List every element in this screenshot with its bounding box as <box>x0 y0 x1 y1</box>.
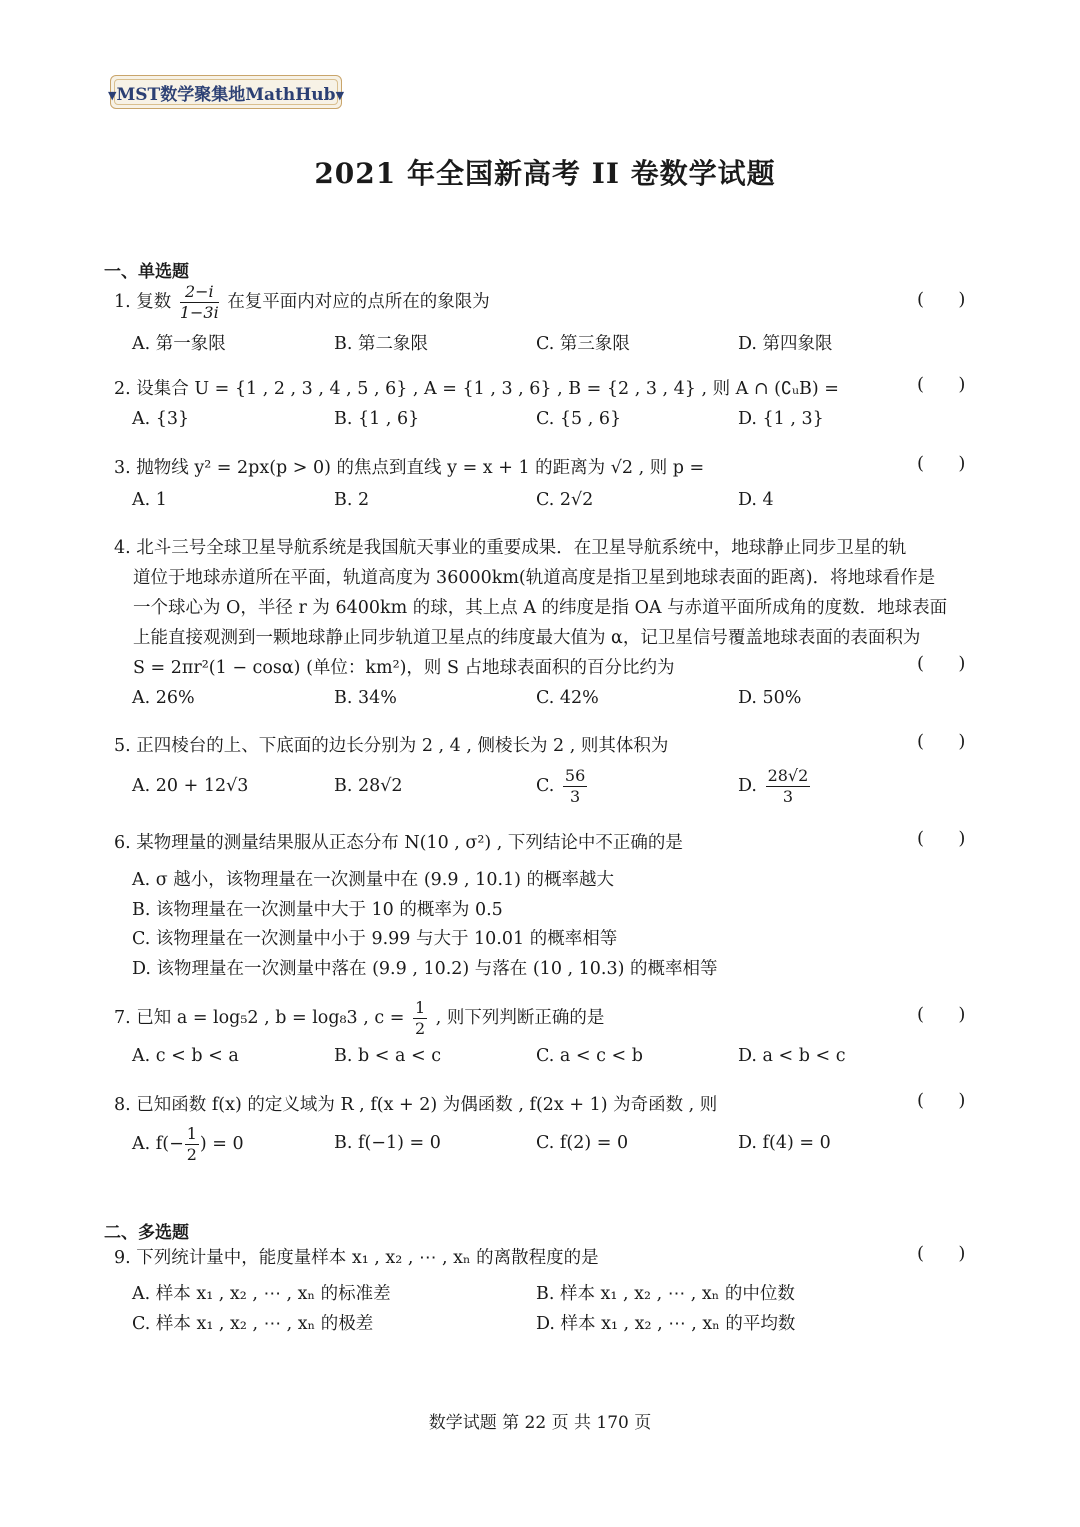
q1-fraction <box>180 284 219 321</box>
q5-c-num: 56 <box>564 766 586 785</box>
q5-option-d <box>738 768 813 805</box>
q7-post: , 则下列判断正确的是 <box>435 1008 605 1028</box>
q1-option-a: A. 第一象限 <box>132 334 226 354</box>
q5-c-label: C. <box>536 776 555 796</box>
page-title: 2021 年全国新高考 II 卷数学试题 <box>314 157 776 190</box>
q2-option-b: B. {1 , 6} <box>334 409 420 429</box>
q1-option-d: D. 第四象限 <box>738 334 833 354</box>
q6-option-a: A. σ 越小，该物理量在一次测量中在 (9.9 , 10.1) 的概率越大 <box>132 870 615 890</box>
q8-option-a <box>132 1126 244 1163</box>
q4-option-c: C. 42% <box>536 688 599 708</box>
q3-option-a: A. 1 <box>132 490 167 510</box>
q5-d-num: 28√2 <box>767 766 809 785</box>
q9-option-a: A. 样本 x₁ , x₂ , ⋯ , xₙ 的标准差 <box>132 1284 391 1304</box>
q8-a-num: 1 <box>186 1124 197 1143</box>
q1-option-c: C. 第三象限 <box>536 334 630 354</box>
question-9: 9. 下列统计量中，能度量样本 x₁ , x₂ , ⋯ , xₙ 的离散程度的是 <box>114 1248 599 1268</box>
q5-option-b: B. 28√2 <box>334 776 403 796</box>
question-2: 2. 设集合 U = {1 , 2 , 3 , 4 , 5 , 6} , A = {1 , 3 , 6} , B = {2 , 3 , 4} , 则 A ∩ (∁ᵤB) = <box>114 379 839 399</box>
q6-answer-blank: ( ) <box>917 828 966 849</box>
q4-answer-blank: ( ) <box>917 653 966 674</box>
q5-answer-blank: ( ) <box>917 731 966 752</box>
q8-answer-blank: ( ) <box>917 1090 966 1111</box>
question-8: 8. 已知函数 f(x) 的定义域为 R , f(x + 2) 为偶函数 , f(2x + 1) 为奇函数 , 则 <box>114 1095 718 1115</box>
question-4 <box>114 533 964 683</box>
q9-option-c: C. 样本 x₁ , x₂ , ⋯ , xₙ 的极差 <box>132 1314 374 1334</box>
q7-option-b: B. b < a < c <box>334 1046 441 1066</box>
q4-options <box>132 688 992 718</box>
q7-option-a: A. c < b < a <box>132 1046 239 1066</box>
q9-answer-blank: ( ) <box>917 1243 966 1264</box>
q3-answer-blank: ( ) <box>917 453 966 474</box>
q6-option-d: D. 该物理量在一次测量中落在 (9.9 , 10.2) 与落在 (10 , 10.3) 的概率相等 <box>132 959 718 979</box>
q8-a-pre: A. f(− <box>132 1134 184 1154</box>
q7-answer-blank: ( ) <box>917 1004 966 1025</box>
q4-line-3: 一个球心为 O，半径 r 为 6400km 的球，其上点 A 的纬度是指 OA 与赤道平面所成角的度数．地球表面 <box>133 598 948 618</box>
q1-options <box>132 330 992 360</box>
q9-options-row-1 <box>132 1280 992 1310</box>
q7-options <box>132 1046 992 1076</box>
q8-a-fraction <box>185 1126 199 1163</box>
q3-options <box>132 490 992 520</box>
logo-left-mark: ▼ <box>107 88 117 102</box>
q5-option-c <box>536 768 590 805</box>
q2-option-a: A. {3} <box>132 409 190 429</box>
q5-c-den: 3 <box>570 787 581 806</box>
q2-options <box>132 409 992 439</box>
q5-option-a: A. 20 + 12√3 <box>132 776 249 796</box>
q1-frac-num: 2−i <box>180 284 219 303</box>
q5-d-den: 3 <box>782 787 794 806</box>
mathhub-logo <box>107 75 345 109</box>
q4-option-b: B. 34% <box>334 688 397 708</box>
q3-option-c: C. 2√2 <box>536 490 594 510</box>
q9-options-row-2 <box>132 1310 992 1340</box>
q8-option-b: B. f(−1) = 0 <box>334 1133 441 1153</box>
q1-pre: 1. 复数 <box>114 292 172 312</box>
question-6: 6. 某物理量的测量结果服从正态分布 N(10 , σ²) , 下列结论中不正确的是 <box>114 833 683 853</box>
q1-option-b: B. 第二象限 <box>334 334 428 354</box>
q6-option-c: C. 该物理量在一次测量中小于 9.99 与大于 10.01 的概率相等 <box>132 929 618 949</box>
q5-d-label: D. <box>738 776 757 796</box>
q4-line-4: 上能直接观测到一颗地球静止同步轨道卫星点的纬度最大值为 α，记卫星信号覆盖地球表面的表面积为 <box>133 628 921 648</box>
q8-options <box>132 1126 992 1170</box>
q8-a-den: 2 <box>186 1145 197 1164</box>
q9-option-d: D. 样本 x₁ , x₂ , ⋯ , xₙ 的平均数 <box>536 1314 796 1334</box>
q4-option-a: A. 26% <box>132 688 195 708</box>
q4-option-d: D. 50% <box>738 688 802 708</box>
q3-option-d: D. 4 <box>738 490 774 510</box>
q3-option-b: B. 2 <box>334 490 370 510</box>
q7-option-d: D. a < b < c <box>738 1046 846 1066</box>
q2-option-c: C. {5 , 6} <box>536 409 622 429</box>
q5-d-fraction <box>766 768 811 805</box>
q7-pre: 7. 已知 a = log₅2 , b = log₈3 , c = <box>114 1008 405 1028</box>
q6-option-b: B. 该物理量在一次测量中大于 10 的概率为 0.5 <box>132 900 503 920</box>
q7-frac-den: 2 <box>415 1019 426 1038</box>
q4-line-5: S = 2πr²(1 − cosα) (单位：km²)，则 S 占地球表面积的百分比约为 <box>133 658 675 678</box>
logo-text-wrap <box>108 80 344 105</box>
q1-frac-den: 1−3i <box>179 303 219 322</box>
question-3: 3. 抛物线 y² = 2px(p > 0) 的焦点到直线 y = x + 1 的距离为 √2 , 则 p = <box>114 458 705 478</box>
q8-a-post: ) = 0 <box>199 1134 244 1154</box>
question-5: 5. 正四棱台的上、下底面的边长分别为 2 , 4 , 侧棱长为 2 , 则其体积为 <box>114 736 669 756</box>
q1-answer-blank: ( ) <box>917 289 966 310</box>
q4-line-2: 道位于地球赤道所在平面，轨道高度为 36000km(轨道高度是指卫星到地球表面的距离)．将地球看作是 <box>133 568 936 588</box>
q5-options <box>132 768 992 818</box>
q7-frac-num: 1 <box>415 998 426 1017</box>
question-1 <box>114 284 979 321</box>
section-heading-single: 一、单选题 <box>104 262 189 282</box>
page-footer: 数学试题 第 22 页 共 170 页 <box>428 1413 652 1433</box>
q8-option-c: C. f(2) = 0 <box>536 1133 629 1153</box>
logo-right-mark: ▼ <box>335 88 345 102</box>
q7-fraction <box>413 1000 427 1037</box>
q1-post: 在复平面内对应的点所在的象限为 <box>227 292 490 312</box>
q2-answer-blank: ( ) <box>917 374 966 395</box>
q8-option-d: D. f(4) = 0 <box>738 1133 831 1153</box>
q9-option-b: B. 样本 x₁ , x₂ , ⋯ , xₙ 的中位数 <box>536 1284 795 1304</box>
q5-c-fraction <box>563 768 587 805</box>
logo-text: MST数学聚集地MathHub <box>116 84 336 105</box>
q4-line-1: 4. 北斗三号全球卫星导航系统是我国航天事业的重要成果．在卫星导航系统中，地球静止同步卫星的轨 <box>114 538 907 558</box>
q2-option-d: D. {1 , 3} <box>738 409 824 429</box>
q7-option-c: C. a < c < b <box>536 1046 643 1066</box>
question-7 <box>114 1000 979 1037</box>
section-heading-multi: 二、多选题 <box>104 1223 189 1243</box>
